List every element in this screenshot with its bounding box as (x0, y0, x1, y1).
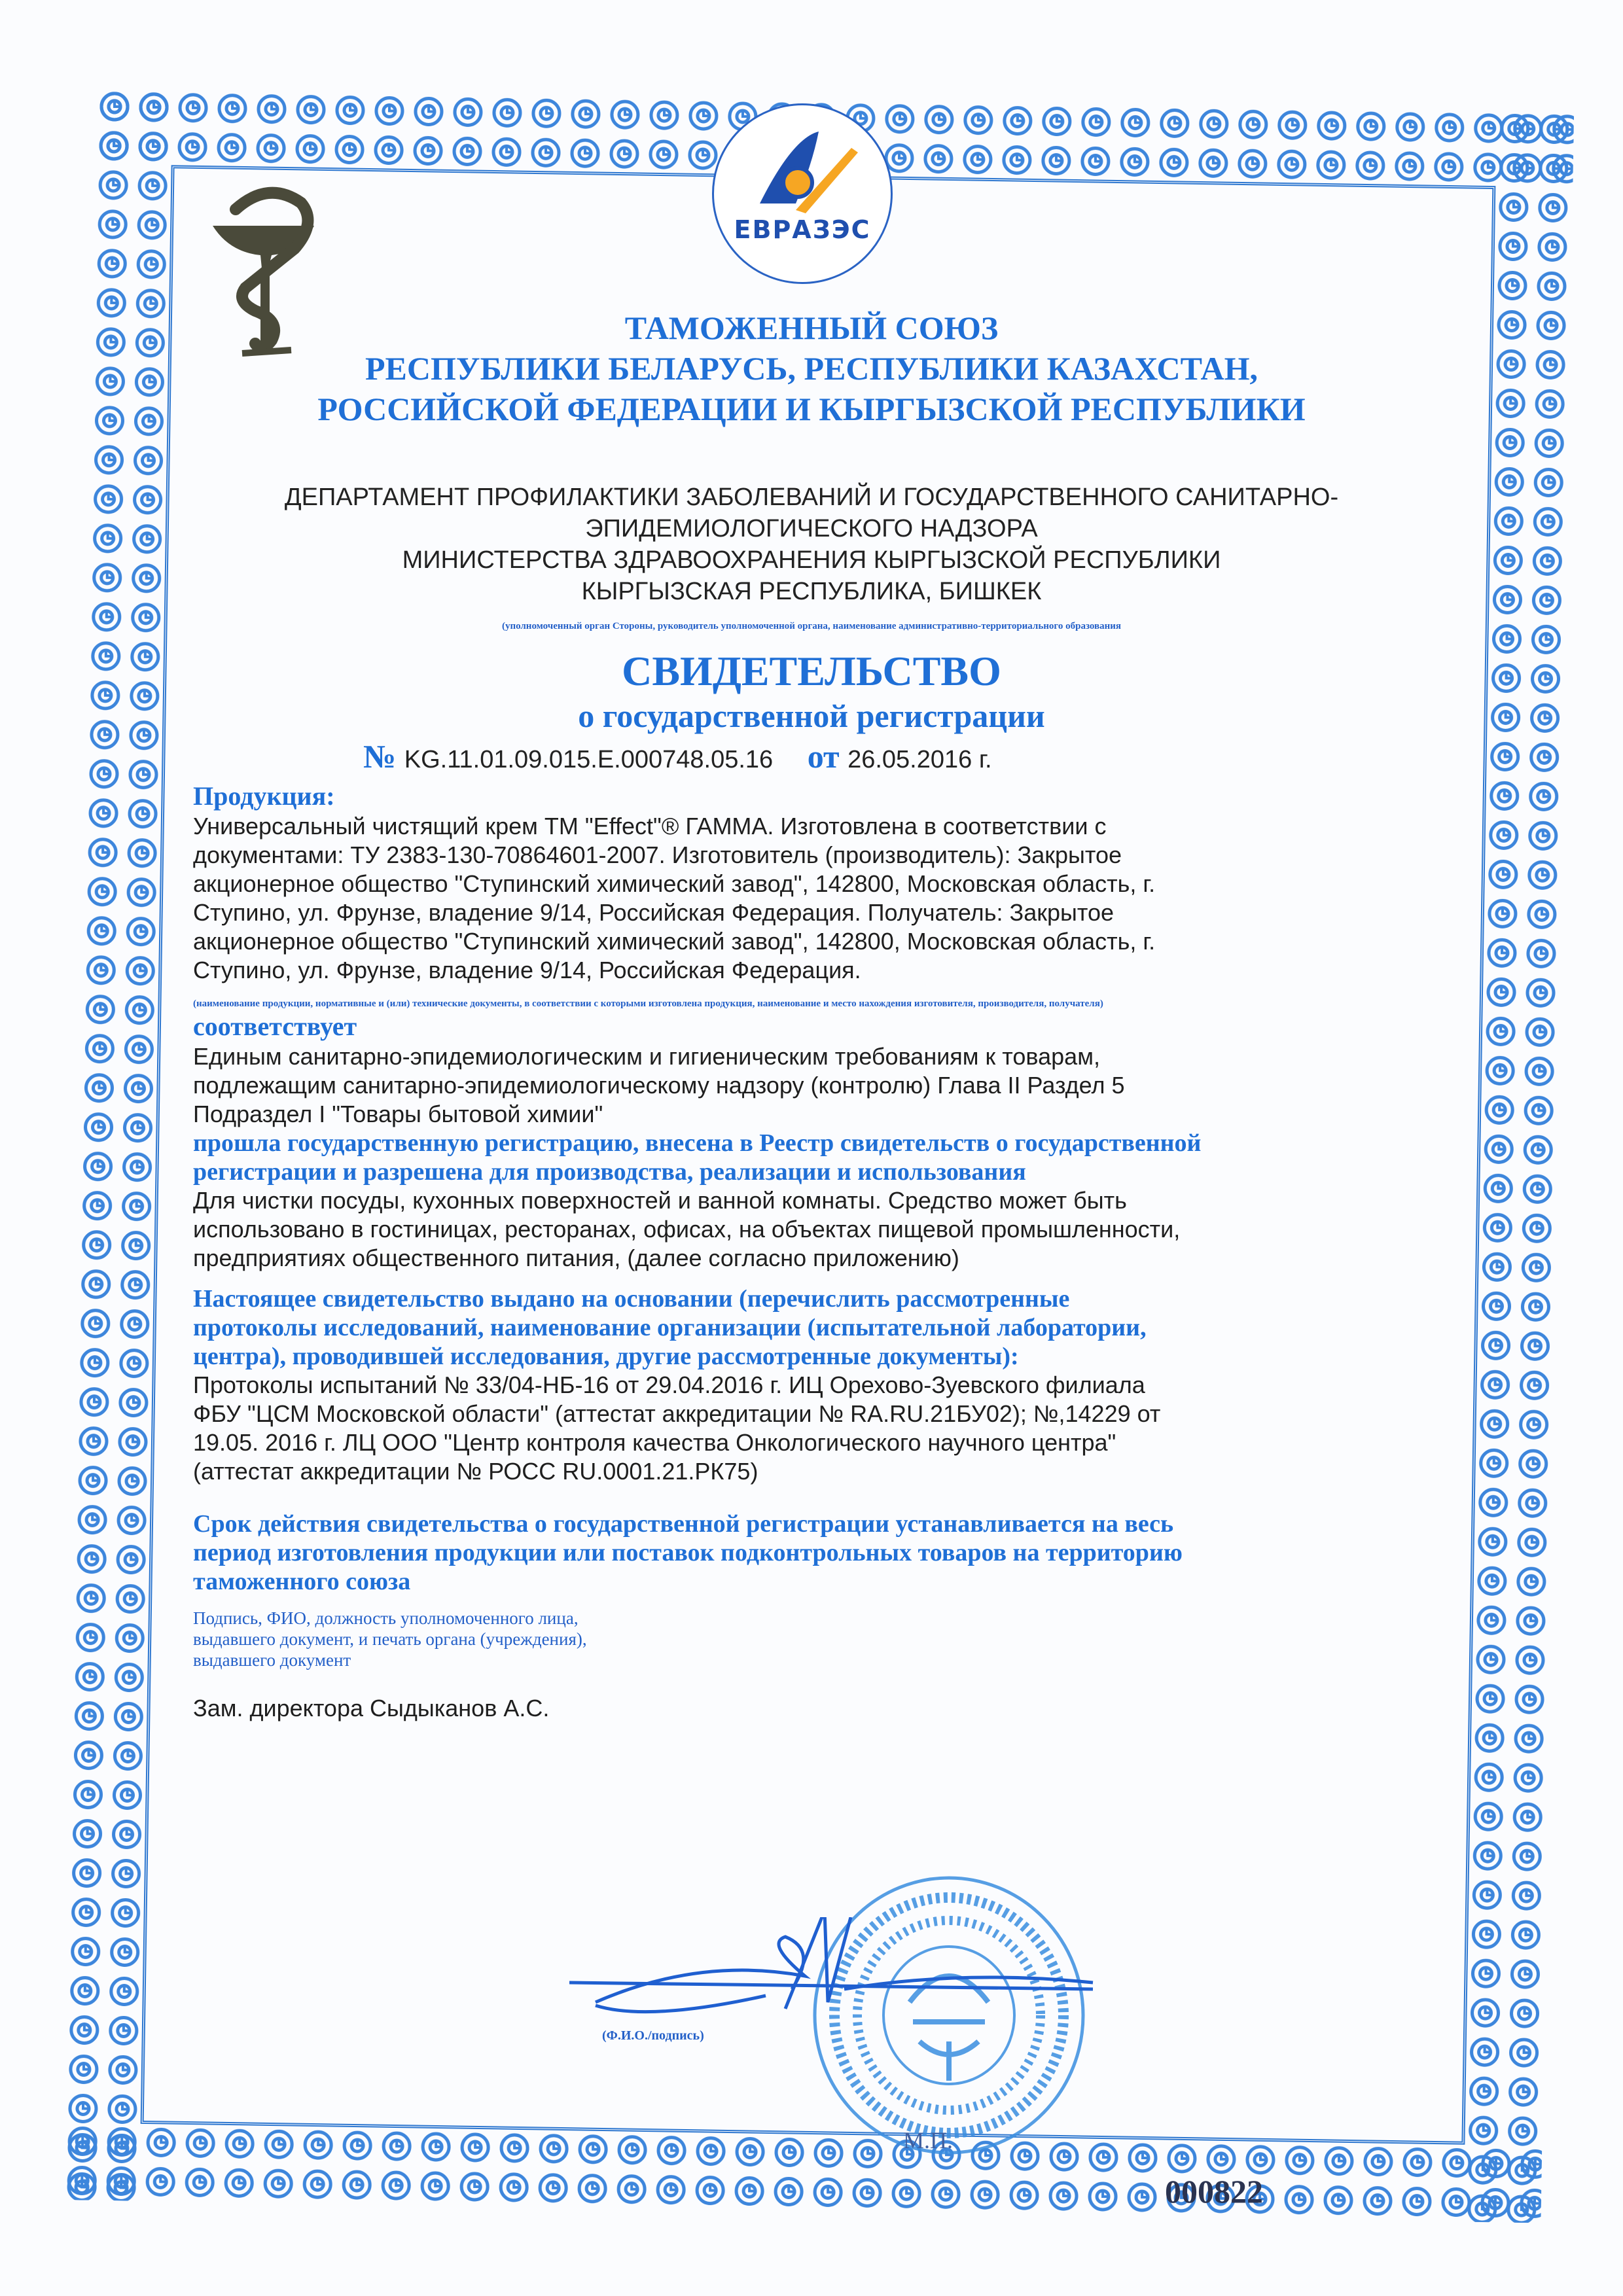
product-label: Продукция: (193, 781, 335, 811)
conformity-line: подлежащим санитарно-эпидемиологическому надзору (контролю) Глава II Раздел 5 (193, 1072, 1125, 1099)
basis-line: (аттестат аккредитации № РОСС RU.0001.21.РК75) (193, 1458, 758, 1485)
scope-line: предприятиях общественного питания, (далее согласно приложению) (193, 1245, 959, 1271)
authority-line-2: ЭПИДЕМИОЛОГИЧЕСКОГО НАДЗОРА (585, 515, 1038, 542)
scope-line: использовано в гостиницах, ресторанах, офисах, на объектах пищевой промышленности, (193, 1216, 1181, 1243)
basis-line: ФБУ "ЦСМ Московской области" (аттестат аккредитации № RA.RU.21БУ02); №,14229 от (193, 1400, 1161, 1427)
signature-hint-line: выдавшего документ (193, 1650, 351, 1670)
basis-documents (193, 1371, 1430, 1486)
product-line: Ступино, ул. Фрунзе, владение 9/14, Российская Федерация. (193, 957, 861, 983)
product-line: акционерное общество "Ступинский химический завод", 142800, Московская область, г. (193, 928, 1156, 955)
registration-scope (193, 1186, 1430, 1273)
validity-line: таможенного союза (193, 1568, 411, 1595)
certificate-subtitle: о государственной регистрации (578, 698, 1045, 734)
product-line: Универсальный чистящий крем ТМ "Effect"® ГАММА. Изготовлена в соответствии с (193, 813, 1107, 839)
number-label: № (363, 738, 397, 775)
basis-label-line: центра), проводившей исследования, другие рассмотренные документы): (193, 1343, 1019, 1370)
issuing-authority (193, 482, 1430, 607)
header-line-2: РЕСПУБЛИКИ БЕЛАРУСЬ, РЕСПУБЛИКИ КАЗАХСТАН, (365, 350, 1258, 387)
basis-line: 19.05. 2016 г. ЛЦ ООО "Центр контроля качества Онкологического научного центра" (193, 1429, 1116, 1456)
product-line: акционерное общество "Ступинский химический завод", 142800, Московская область, г. (193, 870, 1156, 897)
product-description (193, 812, 1430, 985)
registration-label (193, 1129, 1430, 1186)
validity-line: период изготовления продукции или поставок подконтрольных товаров на территорию (193, 1539, 1183, 1566)
eurasec-logo (712, 103, 893, 284)
validity-line: Срок действия свидетельства о государственной регистрации устанавливается на весь (193, 1510, 1174, 1538)
signature-hint (193, 1608, 1430, 1670)
conformity-line: Единым санитарно-эпидемиологическим и гигиеническим требованиям к товарам, (193, 1043, 1100, 1070)
product-line: Ступино, ул. Фрунзе, владение 9/14, Российская Федерация. Получатель: Закрытое (193, 899, 1114, 926)
validity-statement (193, 1510, 1430, 1596)
product-line: документами: ТУ 2383-130-70864601-2007. Изготовитель (производитель): Закрытое (193, 841, 1122, 868)
header-line-3: РОССИЙСКОЙ ФЕДЕРАЦИИ И КЫРГЫЗСКОЙ РЕСПУБЛИКИ (317, 391, 1306, 427)
eurasec-emblem-icon (714, 105, 891, 282)
basis-label-line: Настоящее свидетельство выдано на основании (перечислить рассмотренные (193, 1285, 1070, 1313)
signature-hint-line: выдавшего документ, и печать органа (учреждения), (193, 1629, 587, 1649)
fio-hint: (Ф.И.О./подпись) (602, 2028, 704, 2043)
eurasec-logo-text: ЕВРАЗЭС (734, 215, 871, 244)
basis-label (193, 1284, 1430, 1371)
certificate-number: KG.11.01.09.015.E.000748.05.16 (404, 746, 774, 773)
conformity-text (193, 1042, 1430, 1129)
authority-hint: (уполномоченный орган Стороны, руководитель уполномоченной органа, наименование административно-территориального образования (501, 621, 1122, 631)
header-line-1: ТАМОЖЕННЫЙ СОЮЗ (624, 309, 999, 346)
certificate-date: 26.05.2016 г. (847, 746, 992, 773)
authority-line-1: ДЕПАРТАМЕНТ ПРОФИЛАКТИКИ ЗАБОЛЕВАНИЙ И ГОСУДАРСТВЕННОГО САНИТАРНО- (284, 484, 1339, 511)
authority-line-3: МИНИСТЕРСТВА ЗДРАВООХРАНЕНИЯ КЫРГЫЗСКОЙ РЕСПУБЛИКИ (402, 546, 1221, 574)
registration-label-line: регистрации и разрешена для производства, реализации и использования (193, 1158, 1026, 1186)
conformity-line: Подраздел I "Товары бытовой химии" (193, 1101, 603, 1127)
certificate-content (193, 308, 1430, 1723)
certificate-title: СВИДЕТЕЛЬСТВО (622, 648, 1001, 694)
basis-line: Протоколы испытаний № 33/04-НБ-16 от 29.04.2016 г. ИЦ Орехово-Зуевского филиала (193, 1371, 1145, 1398)
basis-label-line: протоколы исследований, наименование организации (испытательной лаборатории, (193, 1314, 1147, 1341)
signer-name: Зам. директора Сыдыканов А.С. (193, 1695, 550, 1722)
certificate-number-row (193, 735, 1430, 781)
signature-hint-line: Подпись, ФИО, должность уполномоченного лица, (193, 1608, 579, 1628)
authority-line-4: КЫРГЫЗСКАЯ РЕСПУБЛИКА, БИШКЕК (581, 578, 1042, 605)
date-label: от (807, 738, 840, 775)
scope-line: Для чистки посуды, кухонных поверхностей и ванной комнаты. Средство может быть (193, 1187, 1127, 1214)
product-hint: (наименование продукции, нормативные и (или) технические документы, в соответствии с которыми изготовлена продукция, наименование и место нахождения изготовителя, производителя, получателя) (193, 998, 1103, 1009)
serial-number: 000822 (1165, 2173, 1263, 2210)
seal-label: М.П. (903, 2127, 954, 2153)
registration-label-line: прошла государственную регистрацию, внесена в Реестр свидетельств о государственной (193, 1129, 1202, 1157)
conformity-label: соответствует (193, 1012, 357, 1041)
customs-union-header (193, 308, 1430, 429)
